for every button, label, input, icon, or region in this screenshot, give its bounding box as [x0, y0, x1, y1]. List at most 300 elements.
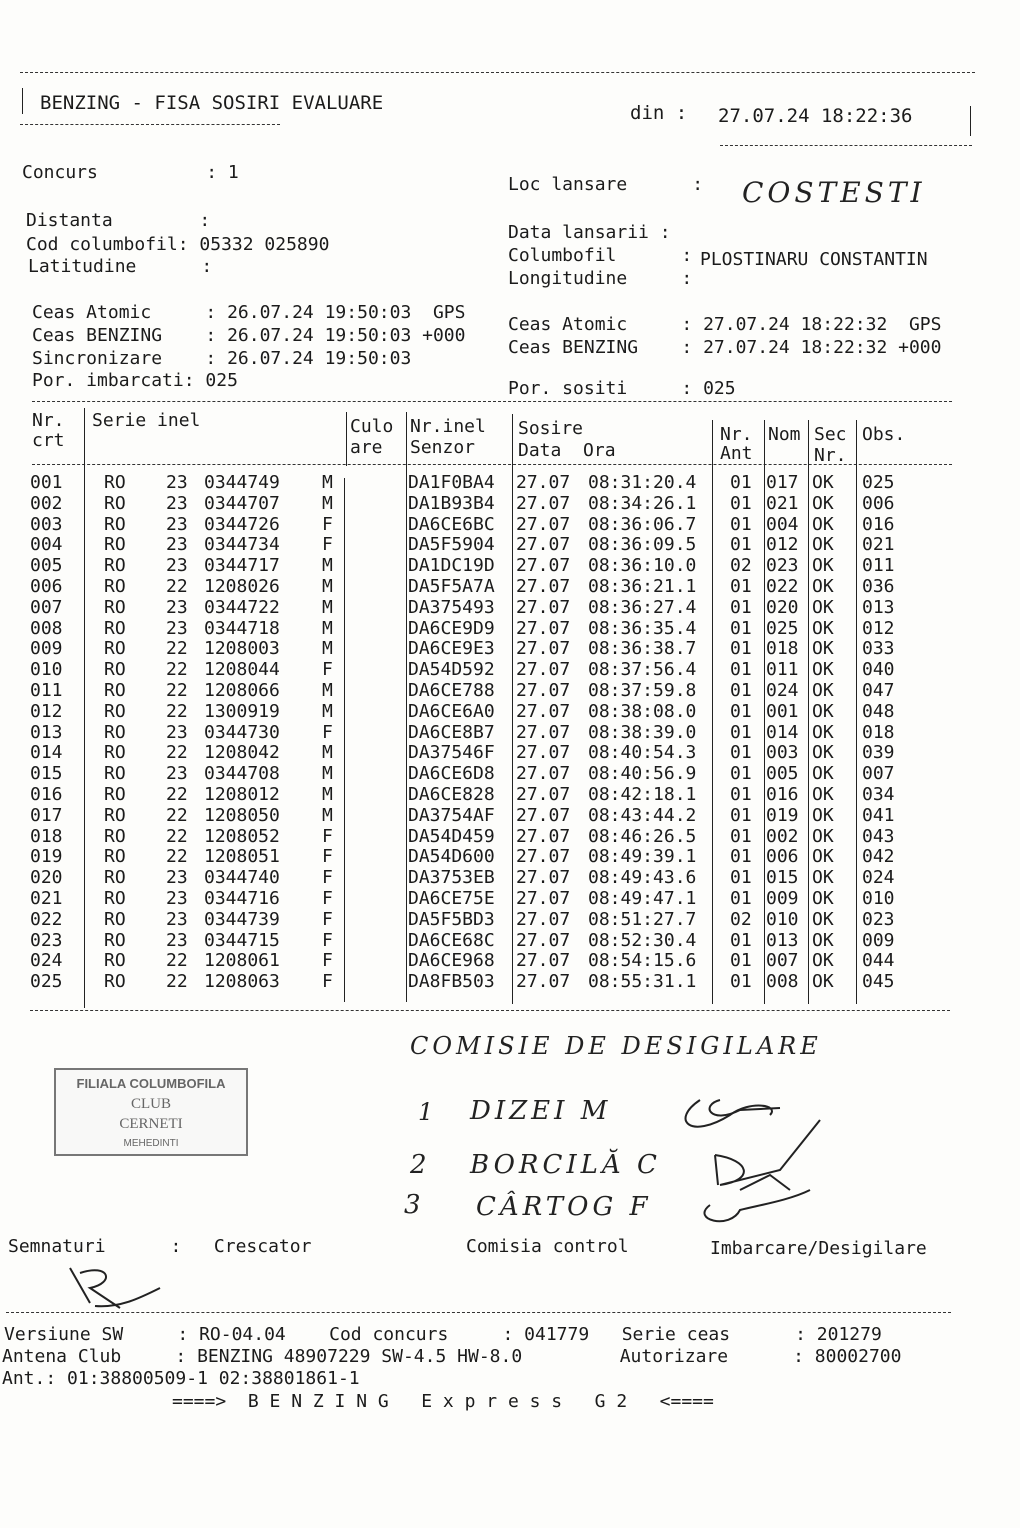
table-row — [0, 826, 1020, 847]
row-date: 27.07 — [516, 492, 571, 514]
row-sec: OK — [812, 555, 834, 577]
row-nom: 012 — [766, 534, 799, 556]
row-sec: OK — [812, 513, 834, 535]
row-year: 23 — [166, 929, 188, 951]
row-year: 22 — [166, 659, 188, 681]
row-obs: 036 — [862, 576, 895, 597]
row-sec: OK — [812, 534, 834, 556]
row-sex: F — [322, 534, 333, 556]
row-year: 22 — [166, 804, 188, 826]
row-antenna: 02 — [730, 555, 752, 577]
row-sex: M — [322, 638, 333, 660]
row-nom: 011 — [766, 659, 799, 681]
row-crt: 010 — [30, 659, 63, 681]
table-row — [0, 909, 1020, 930]
row-crt: 023 — [30, 929, 63, 951]
row-ring: 1300919 — [204, 700, 280, 722]
row-ring: 1208050 — [204, 804, 280, 826]
col-senzor: Senzor — [410, 437, 476, 458]
row-nom: 018 — [766, 638, 799, 660]
row-sensor: DA6CE9D9 — [408, 617, 495, 639]
row-year: 22 — [166, 700, 188, 722]
stamp-line3: CERNETI — [119, 1116, 183, 1132]
row-sex: M — [322, 804, 333, 826]
row-time: 08:51:27.7 — [588, 908, 697, 930]
row-year: 22 — [166, 971, 188, 993]
row-antenna: 01 — [730, 659, 752, 681]
row-obs: 025 — [862, 472, 895, 493]
row-antenna: 01 — [730, 950, 752, 972]
table-row — [0, 930, 1020, 951]
row-sex: F — [322, 846, 333, 868]
row-ring: 0344715 — [204, 929, 280, 951]
row-sensor: DA6CE68C — [408, 929, 495, 951]
row-sensor: DA5F5BD3 — [408, 908, 495, 930]
row-country: RO — [104, 867, 126, 889]
row-nom: 014 — [766, 721, 799, 743]
row-ring: 1208042 — [204, 742, 280, 764]
row-sex: F — [322, 721, 333, 743]
row-ring: 1208066 — [204, 680, 280, 701]
row-time: 08:36:10.0 — [588, 555, 697, 577]
row-nom: 016 — [766, 784, 799, 805]
row-date: 27.07 — [516, 784, 571, 805]
row-antenna: 01 — [730, 492, 752, 514]
row-obs: 041 — [862, 804, 895, 826]
row-year: 23 — [166, 888, 188, 909]
row-sex: F — [322, 971, 333, 993]
row-nom: 008 — [766, 971, 799, 993]
table-row — [0, 784, 1020, 805]
row-sensor: DA6CE75E — [408, 888, 495, 909]
row-sex: F — [322, 929, 333, 951]
distanta-field: Distanta : — [26, 210, 211, 231]
row-sec: OK — [812, 680, 834, 701]
col-data-ora: Data Ora — [518, 440, 616, 461]
row-obs: 048 — [862, 700, 895, 722]
row-antenna: 01 — [730, 576, 752, 597]
table-row — [0, 638, 1020, 659]
row-obs: 009 — [862, 929, 895, 951]
row-date: 27.07 — [516, 950, 571, 972]
row-ring: 1208063 — [204, 971, 280, 993]
row-time: 08:54:15.6 — [588, 950, 697, 972]
row-crt: 013 — [30, 721, 63, 743]
table-row — [0, 597, 1020, 618]
row-nom: 006 — [766, 846, 799, 868]
row-time: 08:42:18.1 — [588, 784, 697, 805]
row-sensor: DA6CE6BC — [408, 513, 495, 535]
row-antenna: 01 — [730, 700, 752, 722]
footer-line1: Versiune SW : RO-04.04 Cod concurs : 041779 Serie ceas : 201279 — [4, 1324, 882, 1345]
row-date: 27.07 — [516, 596, 571, 618]
member2-name: BORCILĂ C — [470, 1150, 661, 1180]
ceas-atomic-end: Ceas Atomic : 27.07.24 18:22:32 GPS — [508, 314, 942, 335]
row-date: 27.07 — [516, 680, 571, 701]
row-crt: 007 — [30, 596, 63, 618]
columbofil-label: Columbofil : — [508, 245, 693, 266]
row-sec: OK — [812, 763, 834, 785]
row-obs: 010 — [862, 888, 895, 909]
porumbei-sositi: Por. sositi : 025 — [508, 378, 736, 399]
row-time: 08:36:09.5 — [588, 534, 697, 556]
row-antenna: 01 — [730, 513, 752, 535]
row-time: 08:36:06.7 — [588, 513, 697, 535]
row-date: 27.07 — [516, 534, 571, 556]
member1-number: 1 — [418, 1098, 438, 1126]
row-country: RO — [104, 971, 126, 993]
row-nom: 010 — [766, 908, 799, 930]
row-crt: 014 — [30, 742, 63, 764]
row-antenna: 01 — [730, 763, 752, 785]
row-sec: OK — [812, 929, 834, 951]
row-date: 27.07 — [516, 825, 571, 847]
row-sensor: DA6CE6A0 — [408, 700, 495, 722]
row-date: 27.07 — [516, 659, 571, 681]
row-sensor: DA6CE968 — [408, 950, 495, 972]
row-year: 22 — [166, 638, 188, 660]
row-time: 08:37:59.8 — [588, 680, 697, 701]
row-country: RO — [104, 888, 126, 909]
columbofil-name: PLOSTINARU CONSTANTIN — [700, 249, 928, 270]
row-time: 08:38:39.0 — [588, 721, 697, 743]
row-sex: F — [322, 513, 333, 535]
table-row — [0, 576, 1020, 597]
row-crt: 009 — [30, 638, 63, 660]
row-ring: 0344716 — [204, 888, 280, 909]
row-antenna: 01 — [730, 638, 752, 660]
row-antenna: 01 — [730, 888, 752, 909]
row-date: 27.07 — [516, 721, 571, 743]
row-crt: 022 — [30, 908, 63, 930]
member3-name: CÂRTOG F — [476, 1192, 652, 1222]
row-obs: 012 — [862, 617, 895, 639]
row-ring: 0344726 — [204, 513, 280, 535]
row-antenna: 01 — [730, 804, 752, 826]
row-sex: M — [322, 555, 333, 577]
row-obs: 023 — [862, 908, 895, 930]
row-date: 27.07 — [516, 867, 571, 889]
table-row — [0, 722, 1020, 743]
row-ring: 0344708 — [204, 763, 280, 785]
row-antenna: 01 — [730, 846, 752, 868]
row-nom: 001 — [766, 700, 799, 722]
table-row — [0, 493, 1020, 514]
row-ring: 1208051 — [204, 846, 280, 868]
row-nom: 005 — [766, 763, 799, 785]
row-obs: 011 — [862, 555, 895, 577]
row-ring: 0344740 — [204, 867, 280, 889]
row-sex: F — [322, 888, 333, 909]
col-sec-nr-2: Nr. — [814, 445, 847, 466]
comisie-handwritten: COMISIE DE DESIGILARE — [410, 1032, 822, 1060]
table-row — [0, 846, 1020, 867]
table-row — [0, 742, 1020, 763]
col-nom: Nom — [768, 424, 801, 445]
stamp-line2: CLUB — [130, 1096, 171, 1112]
member2-number: 2 — [410, 1150, 431, 1180]
row-ring: 1208061 — [204, 950, 280, 972]
row-year: 23 — [166, 721, 188, 743]
row-sex: M — [322, 763, 333, 785]
row-antenna: 01 — [730, 534, 752, 556]
row-obs: 043 — [862, 825, 895, 847]
row-year: 22 — [166, 576, 188, 597]
row-time: 08:31:20.4 — [588, 472, 697, 493]
row-year: 22 — [166, 950, 188, 972]
row-crt: 006 — [30, 576, 63, 597]
row-obs: 033 — [862, 638, 895, 660]
longitudine-field: Longitudine : — [508, 268, 693, 289]
row-sec: OK — [812, 617, 834, 639]
row-sex: M — [322, 742, 333, 764]
row-sec: OK — [812, 784, 834, 805]
stamp-line1: FILIALA COLUMBOFILA — [76, 1076, 226, 1091]
row-year: 23 — [166, 555, 188, 577]
col-sosire: Sosire — [518, 418, 584, 439]
row-sensor: DA54D600 — [408, 846, 495, 868]
row-year: 22 — [166, 825, 188, 847]
row-crt: 004 — [30, 534, 63, 556]
row-sensor: DA6CE8B7 — [408, 721, 495, 743]
row-sensor: DA3753EB — [408, 867, 495, 889]
row-sec: OK — [812, 596, 834, 618]
row-obs: 007 — [862, 763, 895, 785]
col-nr: Nr. — [32, 410, 65, 431]
ceas-benzing-end: Ceas BENZING : 27.07.24 18:22:32 +000 — [508, 337, 942, 358]
table-row — [0, 805, 1020, 826]
row-country: RO — [104, 596, 126, 618]
document-title: BENZING - FISA SOSIRI EVALUARE — [40, 92, 384, 114]
row-country: RO — [104, 721, 126, 743]
row-sensor: DA6CE828 — [408, 784, 495, 805]
row-crt: 012 — [30, 700, 63, 722]
row-year: 22 — [166, 784, 188, 805]
row-country: RO — [104, 534, 126, 556]
col-nr-inel: Nr.inel — [410, 416, 486, 437]
row-year: 23 — [166, 867, 188, 889]
row-sensor: DA37546F — [408, 742, 495, 764]
row-date: 27.07 — [516, 763, 571, 785]
row-nom: 024 — [766, 680, 799, 701]
row-time: 08:38:08.0 — [588, 700, 697, 722]
table-row — [0, 763, 1020, 784]
row-nom: 009 — [766, 888, 799, 909]
row-country: RO — [104, 950, 126, 972]
row-year: 23 — [166, 534, 188, 556]
row-sec: OK — [812, 971, 834, 993]
table-row — [0, 618, 1020, 639]
row-year: 23 — [166, 513, 188, 535]
row-obs: 034 — [862, 784, 895, 805]
row-country: RO — [104, 492, 126, 514]
row-sensor: DA8FB503 — [408, 971, 495, 993]
col-sec-nr: Sec — [814, 424, 847, 445]
row-sex: M — [322, 576, 333, 597]
row-time: 08:49:43.6 — [588, 867, 697, 889]
row-sec: OK — [812, 742, 834, 764]
row-sensor: DA6CE6D8 — [408, 763, 495, 785]
col-culoare-2: are — [350, 437, 383, 458]
row-date: 27.07 — [516, 617, 571, 639]
row-country: RO — [104, 846, 126, 868]
row-nom: 023 — [766, 555, 799, 577]
row-date: 27.07 — [516, 804, 571, 826]
row-sex: M — [322, 700, 333, 722]
row-sec: OK — [812, 950, 834, 972]
col-nr-ant: Nr. — [720, 424, 753, 445]
row-sex: M — [322, 492, 333, 514]
row-sec: OK — [812, 721, 834, 743]
row-nom: 019 — [766, 804, 799, 826]
row-sex: M — [322, 617, 333, 639]
row-antenna: 01 — [730, 784, 752, 805]
row-obs: 018 — [862, 721, 895, 743]
row-obs: 024 — [862, 867, 895, 889]
row-sensor: DA6CE788 — [408, 680, 495, 701]
row-ring: 0344739 — [204, 908, 280, 930]
table-row — [0, 950, 1020, 971]
col-nr-ant-2: Ant — [720, 443, 753, 464]
row-ring: 0344707 — [204, 492, 280, 514]
row-antenna: 01 — [730, 596, 752, 618]
comisia-control: Comisia control — [466, 1236, 629, 1257]
cod-columbofil-field: Cod columbofil: 05332 025890 — [26, 234, 330, 255]
table-row — [0, 555, 1020, 576]
row-country: RO — [104, 472, 126, 493]
table-row — [0, 659, 1020, 680]
row-time: 08:37:56.4 — [588, 659, 697, 681]
club-stamp — [54, 1068, 248, 1156]
member1-name: DIZEI M — [470, 1096, 612, 1126]
row-year: 23 — [166, 472, 188, 493]
row-ring: 0344730 — [204, 721, 280, 743]
print-datetime: 27.07.24 18:22:36 — [718, 105, 913, 127]
row-crt: 003 — [30, 513, 63, 535]
row-sensor: DA54D592 — [408, 659, 495, 681]
row-crt: 008 — [30, 617, 63, 639]
col-culoare: Culo — [350, 416, 394, 437]
row-antenna: 01 — [730, 617, 752, 639]
row-sensor: DA1B93B4 — [408, 492, 495, 514]
row-sex: M — [322, 596, 333, 618]
row-nom: 013 — [766, 929, 799, 951]
row-sensor: DA5F5A7A — [408, 576, 495, 597]
row-antenna: 02 — [730, 908, 752, 930]
row-time: 08:36:38.7 — [588, 638, 697, 660]
row-year: 23 — [166, 617, 188, 639]
row-sex: F — [322, 825, 333, 847]
row-date: 27.07 — [516, 888, 571, 909]
row-time: 08:49:47.1 — [588, 888, 697, 909]
row-antenna: 01 — [730, 742, 752, 764]
row-antenna: 01 — [730, 721, 752, 743]
row-year: 22 — [166, 742, 188, 764]
row-ring: 0344722 — [204, 596, 280, 618]
row-time: 08:36:35.4 — [588, 617, 697, 639]
row-antenna: 01 — [730, 867, 752, 889]
row-date: 27.07 — [516, 513, 571, 535]
row-sensor: DA375493 — [408, 596, 495, 618]
row-time: 08:43:44.2 — [588, 804, 697, 826]
row-nom: 007 — [766, 950, 799, 972]
row-date: 27.07 — [516, 971, 571, 993]
row-ring: 1208003 — [204, 638, 280, 660]
row-nom: 022 — [766, 576, 799, 597]
data-lansarii-field: Data lansarii : — [508, 222, 671, 243]
crescator-signature — [60, 1258, 170, 1318]
row-year: 22 — [166, 680, 188, 701]
row-country: RO — [104, 804, 126, 826]
row-sex: M — [322, 784, 333, 805]
row-nom: 002 — [766, 825, 799, 847]
row-date: 27.07 — [516, 555, 571, 577]
row-crt: 024 — [30, 950, 63, 972]
porumbei-imbarcati: Por. imbarcati: 025 — [32, 370, 238, 391]
row-antenna: 01 — [730, 929, 752, 951]
row-country: RO — [104, 576, 126, 597]
row-time: 08:55:31.1 — [588, 971, 697, 993]
row-ring: 1208052 — [204, 825, 280, 847]
table-row — [0, 701, 1020, 722]
footer-line3: Ant.: 01:38800509-1 02:38801861-1 — [2, 1368, 360, 1389]
row-nom: 020 — [766, 596, 799, 618]
footer-line4: ====> B E N Z I N G E x p r e s s G 2 <==== — [172, 1391, 714, 1412]
row-crt: 021 — [30, 888, 63, 909]
row-year: 22 — [166, 846, 188, 868]
row-obs: 013 — [862, 596, 895, 618]
row-country: RO — [104, 513, 126, 535]
row-crt: 017 — [30, 804, 63, 826]
row-sec: OK — [812, 888, 834, 909]
row-crt: 025 — [30, 971, 63, 993]
imbarcare-desigilare: Imbarcare/Desigilare — [710, 1238, 927, 1259]
row-sex: F — [322, 867, 333, 889]
row-antenna: 01 — [730, 971, 752, 993]
row-country: RO — [104, 929, 126, 951]
row-sec: OK — [812, 804, 834, 826]
row-nom: 003 — [766, 742, 799, 764]
row-sec: OK — [812, 867, 834, 889]
row-crt: 015 — [30, 763, 63, 785]
row-sec: OK — [812, 825, 834, 847]
row-country: RO — [104, 555, 126, 577]
row-date: 27.07 — [516, 472, 571, 493]
date-label: din : — [630, 102, 688, 124]
table-row — [0, 514, 1020, 535]
row-ring: 1208012 — [204, 784, 280, 805]
stamp-line4: MEHEDINTI — [123, 1138, 179, 1149]
row-country: RO — [104, 680, 126, 701]
row-obs: 040 — [862, 659, 895, 681]
semnaturi-crescator: Semnaturi : Crescator — [8, 1236, 312, 1257]
row-crt: 005 — [30, 555, 63, 577]
row-date: 27.07 — [516, 929, 571, 951]
row-sensor: DA1F0BA4 — [408, 472, 495, 493]
row-nom: 004 — [766, 513, 799, 535]
row-sensor: DA5F5904 — [408, 534, 495, 556]
row-crt: 018 — [30, 825, 63, 847]
row-antenna: 01 — [730, 472, 752, 493]
row-ring: 0344717 — [204, 555, 280, 577]
row-sensor: DA6CE9E3 — [408, 638, 495, 660]
row-date: 27.07 — [516, 700, 571, 722]
row-sec: OK — [812, 638, 834, 660]
row-sex: F — [322, 950, 333, 972]
row-sec: OK — [812, 700, 834, 722]
row-date: 27.07 — [516, 742, 571, 764]
row-ring: 1208044 — [204, 659, 280, 681]
